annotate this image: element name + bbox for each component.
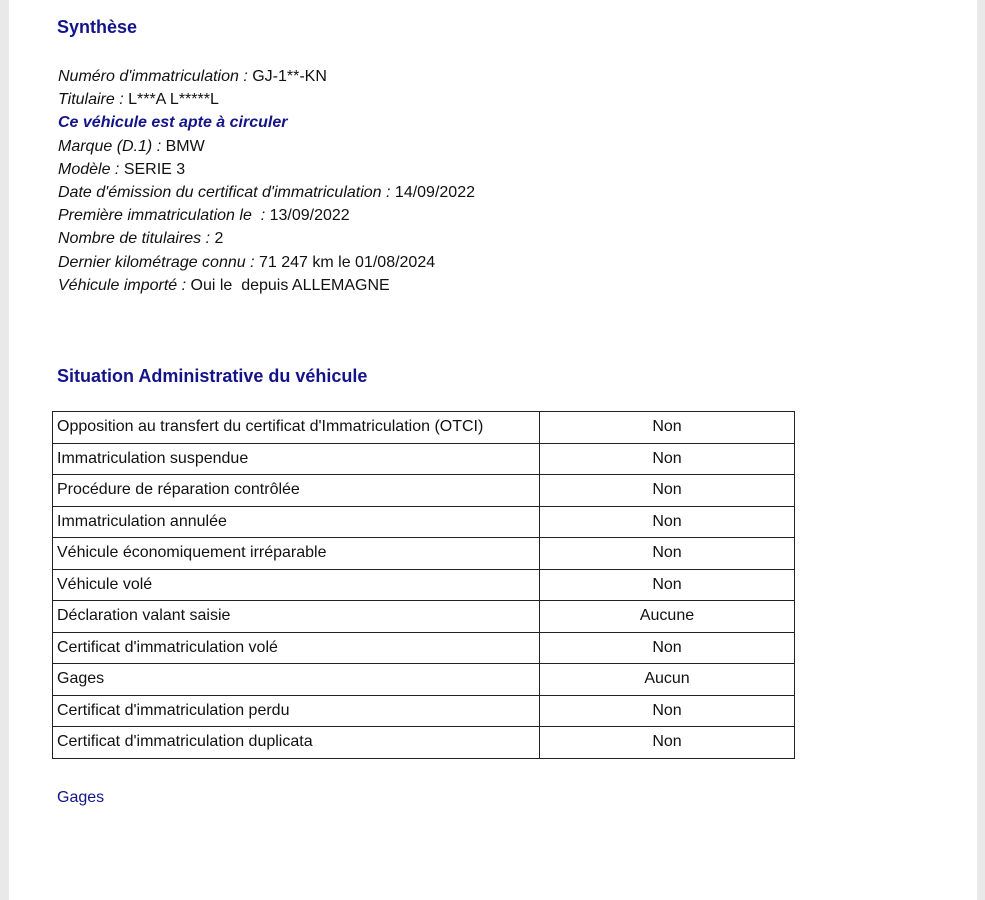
- row-label: Gages: [53, 664, 540, 696]
- row-value: Aucun: [540, 664, 795, 696]
- row-label: Certificat d'immatriculation volé: [53, 632, 540, 664]
- row-value: Non: [540, 538, 795, 570]
- table-row: [53, 664, 795, 696]
- owners-count-value: 2: [210, 230, 224, 248]
- row-value: Non: [540, 506, 795, 538]
- owners-count-label: Nombre de titulaires :: [58, 230, 211, 248]
- synthese-summary: [58, 65, 475, 297]
- issue-date-line: [58, 181, 475, 204]
- row-label: Déclaration valant saisie: [53, 601, 540, 633]
- imported-line: [58, 274, 475, 297]
- fit-to-drive-notice: Ce véhicule est apte à circuler: [58, 114, 288, 132]
- registration-line: [58, 65, 475, 88]
- model-value: SERIE 3: [119, 160, 186, 178]
- row-value: Non: [540, 412, 795, 444]
- row-value: Aucune: [540, 601, 795, 633]
- model-label: Modèle :: [58, 160, 120, 178]
- table-row: [53, 601, 795, 633]
- issue-date-value: 14/09/2022: [390, 184, 475, 202]
- table-row: [53, 475, 795, 507]
- row-label: Immatriculation annulée: [53, 506, 540, 538]
- gages-link[interactable]: Gages: [57, 789, 105, 806]
- row-value: Non: [540, 727, 795, 759]
- admin-situation-title: Situation Administrative du véhicule: [57, 366, 368, 386]
- first-registration-line: [58, 204, 475, 227]
- registration-value: GJ-1**-KN: [247, 68, 327, 85]
- imported-label: Véhicule importé :: [58, 276, 187, 294]
- table-row: [53, 569, 795, 601]
- holder-label: Titulaire :: [58, 91, 124, 109]
- last-mileage-value: 71 247 km le 01/08/2024: [254, 253, 436, 271]
- row-value: Non: [540, 695, 795, 727]
- model-line: [58, 158, 475, 181]
- table-row: [53, 695, 795, 727]
- table-row: [53, 727, 795, 759]
- row-label: Opposition au transfert du certificat d'Immatriculation (OTCI): [53, 412, 540, 444]
- document-page: [9, 0, 977, 900]
- table-row: [53, 506, 795, 538]
- table-row: [53, 412, 795, 444]
- admin-situation-table: [52, 411, 795, 759]
- imported-value: Oui le depuis ALLEMAGNE: [186, 276, 390, 294]
- row-label: Certificat d'immatriculation duplicata: [53, 727, 540, 759]
- row-label: Véhicule volé: [53, 569, 540, 601]
- table-row: [53, 538, 795, 570]
- holder-line: [58, 88, 475, 111]
- table-row: [53, 443, 795, 475]
- issue-date-label: Date d'émission du certificat d'immatriculation :: [58, 184, 391, 202]
- holder-value: L***A L*****L: [123, 91, 219, 109]
- row-value: Non: [540, 569, 795, 601]
- brand-line: [58, 135, 475, 158]
- row-value: Non: [540, 443, 795, 475]
- owners-count-line: [58, 227, 475, 250]
- first-registration-label: Première immatriculation le :: [58, 207, 266, 225]
- table-row: [53, 632, 795, 664]
- row-value: Non: [540, 632, 795, 664]
- last-mileage-line: [58, 251, 475, 274]
- row-label: Procédure de réparation contrôlée: [53, 475, 540, 507]
- first-registration-value: 13/09/2022: [265, 207, 350, 225]
- row-label: Véhicule économiquement irréparable: [53, 538, 540, 570]
- brand-value: BMW: [161, 137, 205, 155]
- synthese-title: Synthèse: [57, 17, 138, 37]
- last-mileage-label: Dernier kilométrage connu :: [58, 253, 255, 271]
- row-value: Non: [540, 475, 795, 507]
- row-label: Certificat d'immatriculation perdu: [53, 695, 540, 727]
- registration-label: Numéro d'immatriculation :: [58, 68, 248, 85]
- brand-label: Marque (D.1) :: [58, 137, 162, 155]
- row-label: Immatriculation suspendue: [53, 443, 540, 475]
